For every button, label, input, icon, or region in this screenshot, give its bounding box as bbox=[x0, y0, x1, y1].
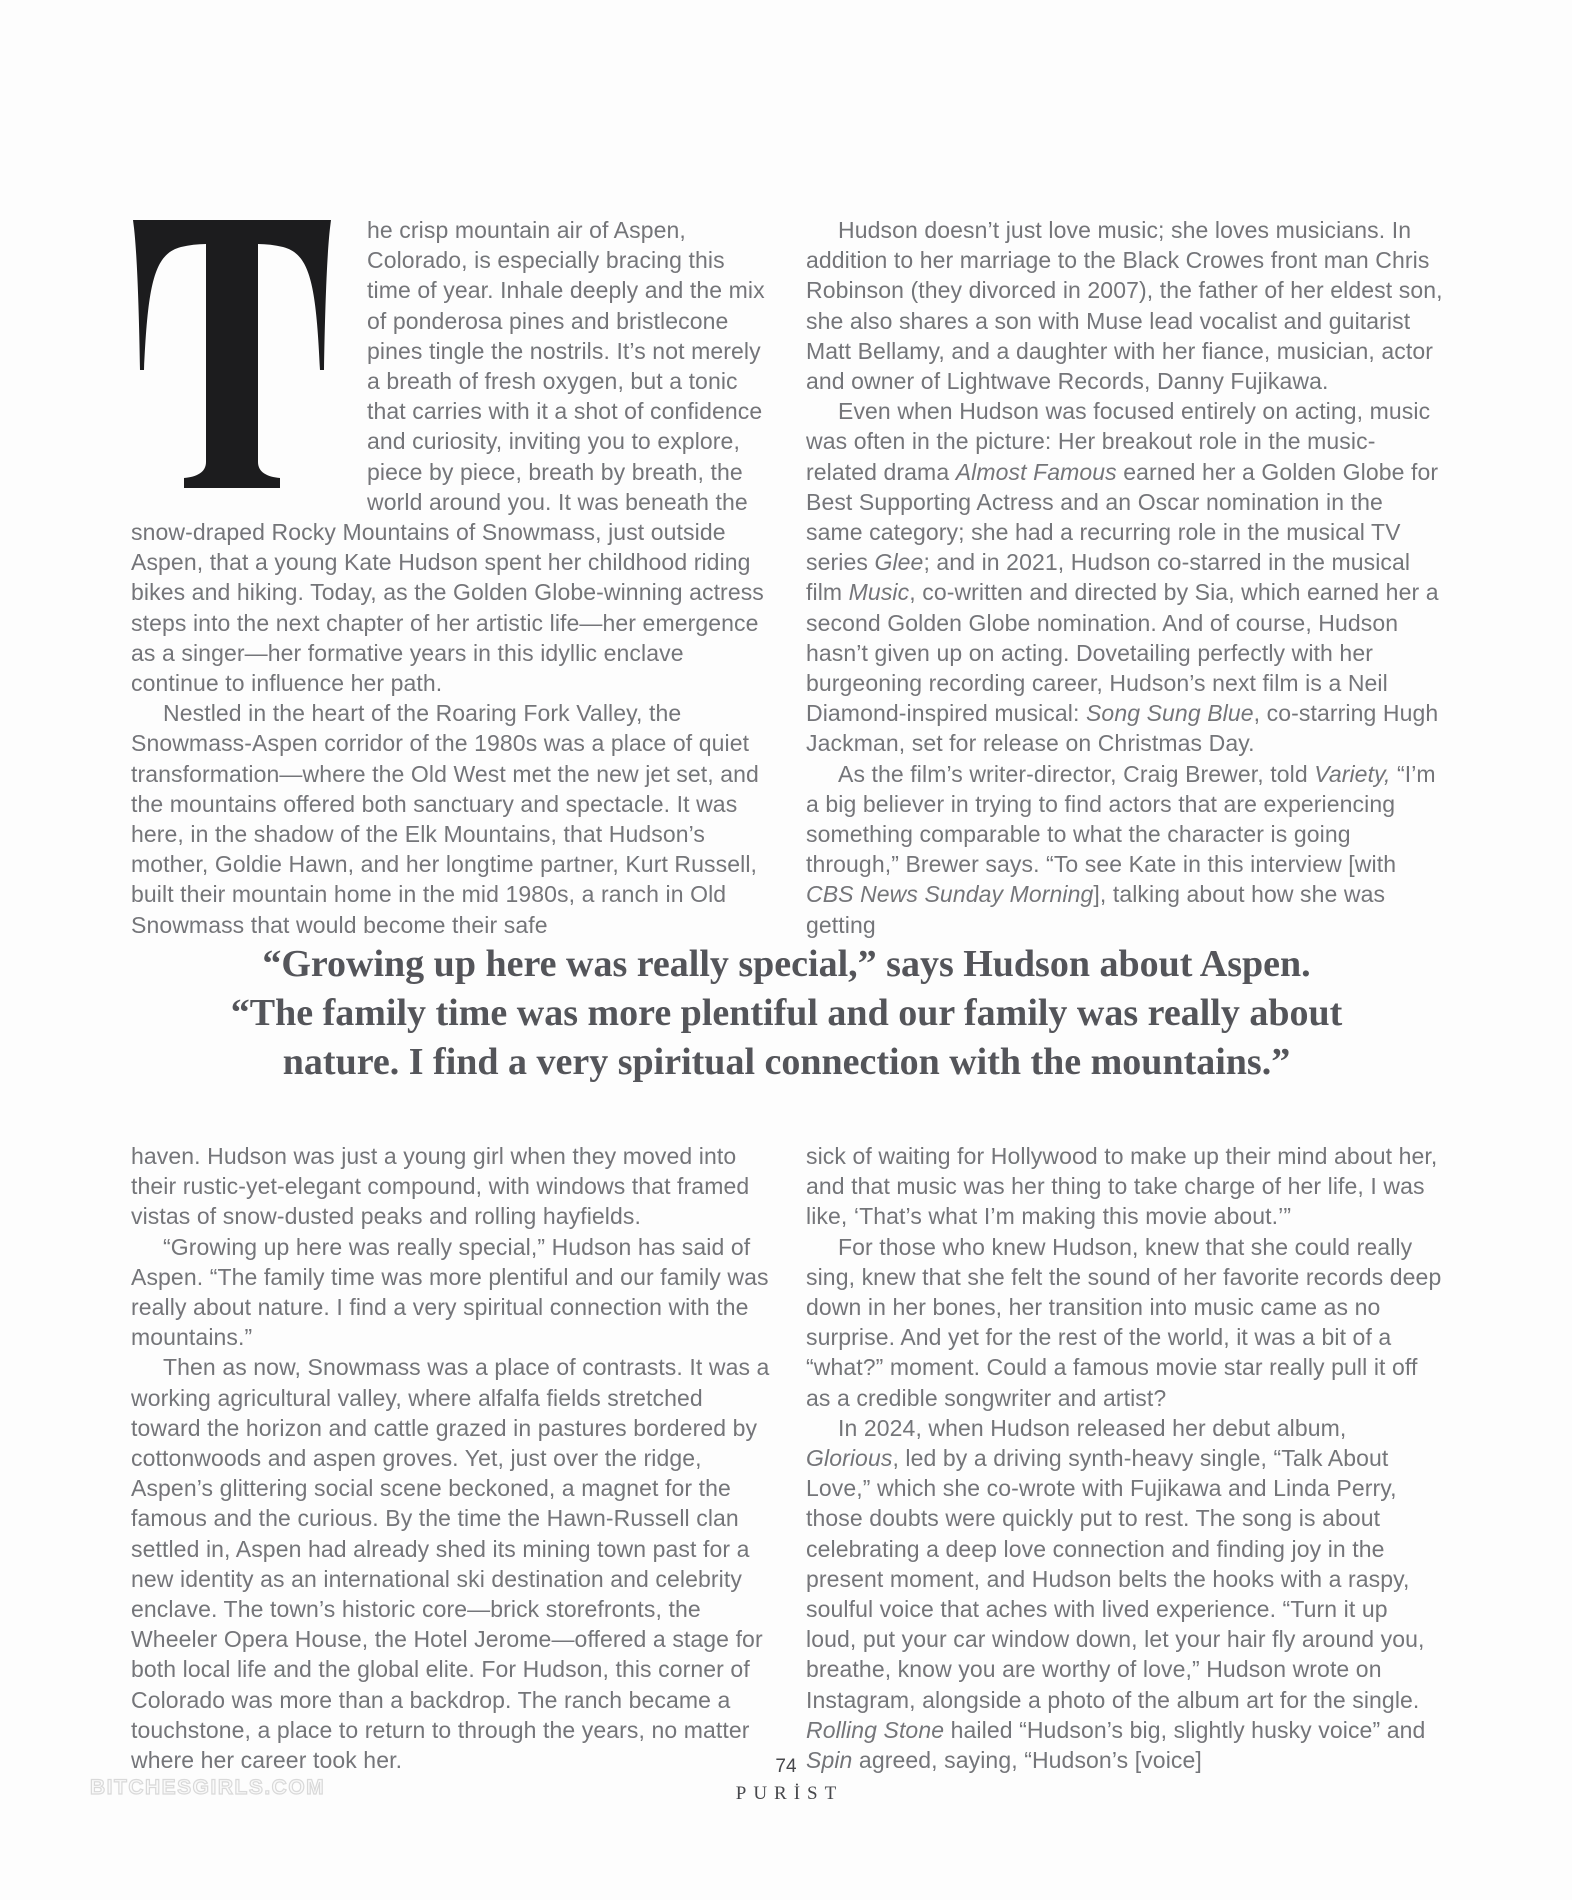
paragraph bbox=[131, 1232, 772, 1353]
pull-quote-line: “The family time was more plentiful and our family was really about bbox=[230, 992, 1343, 1034]
paragraph bbox=[806, 759, 1443, 940]
italic-text-run: Almost Famous bbox=[955, 458, 1117, 485]
text-run: Then as now, Snowmass was a place of contrasts. It was a working agricultural valley, where alfalfa fields stretched toward the horizon and cattle grazed in pastures bordered by cottonwoods and aspen groves. Yet, just over the ridge, Aspen’s glittering social scene beckoned, a magnet for the famous and the curious. By the time the Hawn-Russell clan settled in, Aspen had already shed its mining town past for a new identity as an international ski destination and celebrity enclave. The town’s historic core—brick storefronts, the Wheeler Opera House, the Hotel Jerome—offered a stage for both local life and the global elite. For Hudson, this corner of Colorado was more than a backdrop. The ranch became a touchstone, a place to return to through the years, no matter where her career took her. bbox=[131, 1354, 770, 1774]
italic-text-run: Song Sung Blue bbox=[1085, 700, 1254, 727]
text-run: hailed “Hudson’s big, slightly husky voice” and bbox=[944, 1716, 1426, 1743]
paragraph bbox=[806, 1413, 1443, 1775]
text-run: , led by a driving synth-heavy single, “Talk About Love,” which she co-wrote with Fujikawa and Linda Perry, those doubts were quickly put to rest. The song is about celebrating a deep love connection and finding joy in the present moment, and Hudson belts the hooks with a raspy, soulful voice that aches with lived experience. “Turn it up loud, put your car window down, let your hair fly around you, breathe, know you are worthy of love,” Hudson wrote on Instagram, alongside a photo of the album art for the single. bbox=[806, 1445, 1425, 1713]
pull-quote-line: nature. I find a very spiritual connection with the mountains.” bbox=[282, 1041, 1291, 1083]
paragraph bbox=[806, 396, 1443, 758]
column-bottom-right bbox=[806, 1141, 1443, 1775]
brand-logo: PURİST bbox=[735, 1783, 844, 1804]
italic-text-run: CBS News Sunday Morning bbox=[806, 881, 1094, 908]
pull-quote-line: “Growing up here was really special,” says Hudson about Aspen. bbox=[262, 943, 1311, 985]
paragraph bbox=[131, 1141, 772, 1232]
text-run: In 2024, when Hudson released her debut album, bbox=[838, 1414, 1347, 1441]
italic-text-run: Rolling Stone bbox=[806, 1716, 945, 1743]
text-run: Nestled in the heart of the Roaring Fork Valley, the Snowmass-Aspen corridor of the 1980s was a place of quiet transformation—where the Old West met the new jet set, and the mountains offered both sanctuary and spectacle. It was here, in the shadow of the Elk Mountains, that Hudson’s mother, Goldie Hawn, and her longtime partner, Kurt Russell, built their mountain home in the mid 1980s, a ranch in Old Snowmass that would become their safe bbox=[131, 700, 759, 938]
text-run: “Growing up here was really special,” Hudson has said of Aspen. “The family time was more plentiful and our family was really about nature. I find a very spiritual connection with the mountains.” bbox=[131, 1233, 769, 1351]
italic-text-run: Music bbox=[848, 579, 910, 606]
paragraph bbox=[806, 215, 1443, 396]
paragraph bbox=[806, 1141, 1443, 1232]
paragraph bbox=[806, 1232, 1443, 1413]
column-top-left bbox=[131, 215, 772, 940]
text-run: , co-written and directed by Sia, which earned her a second Golden Globe nomination. And of course, Hudson hasn’t given up on acting. Dovetailing perfectly with her burgeoning recording career, Hudson’s next film is a Neil Diamond-inspired musical: bbox=[806, 579, 1439, 727]
text-run: Hudson doesn’t just love music; she loves musicians. In addition to her marriage to the Black Crowes front man Chris Robinson (they divorced in 2007), the father of her eldest son, she also shares a son with Muse lead vocalist and guitarist Matt Bellamy, and a daughter with her fiance, musician, actor and owner of Lightwave Records, Danny Fujikawa. bbox=[806, 217, 1443, 395]
text-run: As the film’s writer-director, Craig Brewer, told bbox=[838, 760, 1315, 787]
italic-text-run: Spin bbox=[806, 1747, 853, 1774]
column-top-right bbox=[806, 215, 1443, 940]
text-run: earned her a Golden Globe for Best Supporting Actress and an Oscar nomination in the same category; she had a recurring role in the musical TV series bbox=[806, 458, 1439, 576]
pull-quote bbox=[131, 940, 1442, 1087]
text-run: Even when Hudson was focused entirely on acting, music was often in the picture: Her breakout role in the music-related drama bbox=[806, 398, 1431, 485]
text-run: ], talking about how she was getting bbox=[806, 881, 1386, 938]
drop-cap-letter-T bbox=[131, 215, 367, 517]
text-run: , co-starring Hugh Jackman, set for release on Christmas Day. bbox=[806, 700, 1439, 757]
paragraph bbox=[131, 1352, 772, 1775]
text-run: agreed, saying, “Hudson’s [voice] bbox=[852, 1747, 1202, 1774]
italic-text-run: Glee bbox=[874, 549, 924, 576]
page-number: 74 bbox=[775, 1756, 797, 1777]
watermark: BITCHESGIRLS.COM bbox=[90, 1776, 326, 1799]
italic-text-run: Variety, bbox=[1314, 760, 1391, 787]
text-run: “I’m a big believer in trying to find actors that are experiencing something comparable to what the character is going through,” Brewer says. “To see Kate in this interview [with bbox=[806, 760, 1436, 878]
paragraph bbox=[131, 698, 772, 940]
text-run: ; and in 2021, Hudson co-starred in the musical film bbox=[806, 549, 1411, 606]
italic-text-run: Glorious bbox=[806, 1445, 893, 1472]
drop-cap-glyph bbox=[131, 220, 333, 488]
text-run: he crisp mountain air of Aspen, Colorado, is especially bracing this time of year. Inhale deeply and the mix of ponderosa pines and bristlecone pines tingle the nostrils. It’s not merely a breath of fresh oxygen, but a tonic that carries with it a shot of confidence and curiosity, inviting you to explore, piece by piece, breath by breath, the world around you. It was beneath the snow-draped Rocky Mountains of Snowmass, just outside Aspen, that a young Kate Hudson spent her childhood riding bikes and hiking. Today, as the Golden Globe-winning actress steps into the next chapter of her artistic life—her emergence as a singer—her formative years in this idyllic enclave continue to influence her path. bbox=[131, 217, 765, 697]
text-run: For those who knew Hudson, knew that she could really sing, knew that she felt the sound of her favorite records deep down in her bones, her transition into music came as no surprise. And yet for the rest of the world, it was a bit of a “what?” moment. Could a famous movie star really pull it off as a credible songwriter and artist? bbox=[806, 1233, 1442, 1411]
text-run: haven. Hudson was just a young girl when they moved into their rustic-yet-elegant compound, with windows that framed vistas of snow-dusted peaks and rolling hayfields. bbox=[131, 1143, 750, 1230]
column-bottom-left bbox=[131, 1141, 772, 1775]
text-run: sick of waiting for Hollywood to make up their mind about her, and that music was her thing to take charge of her life, I was like, ‘That’s what I’m making this movie about.’” bbox=[806, 1143, 1438, 1230]
